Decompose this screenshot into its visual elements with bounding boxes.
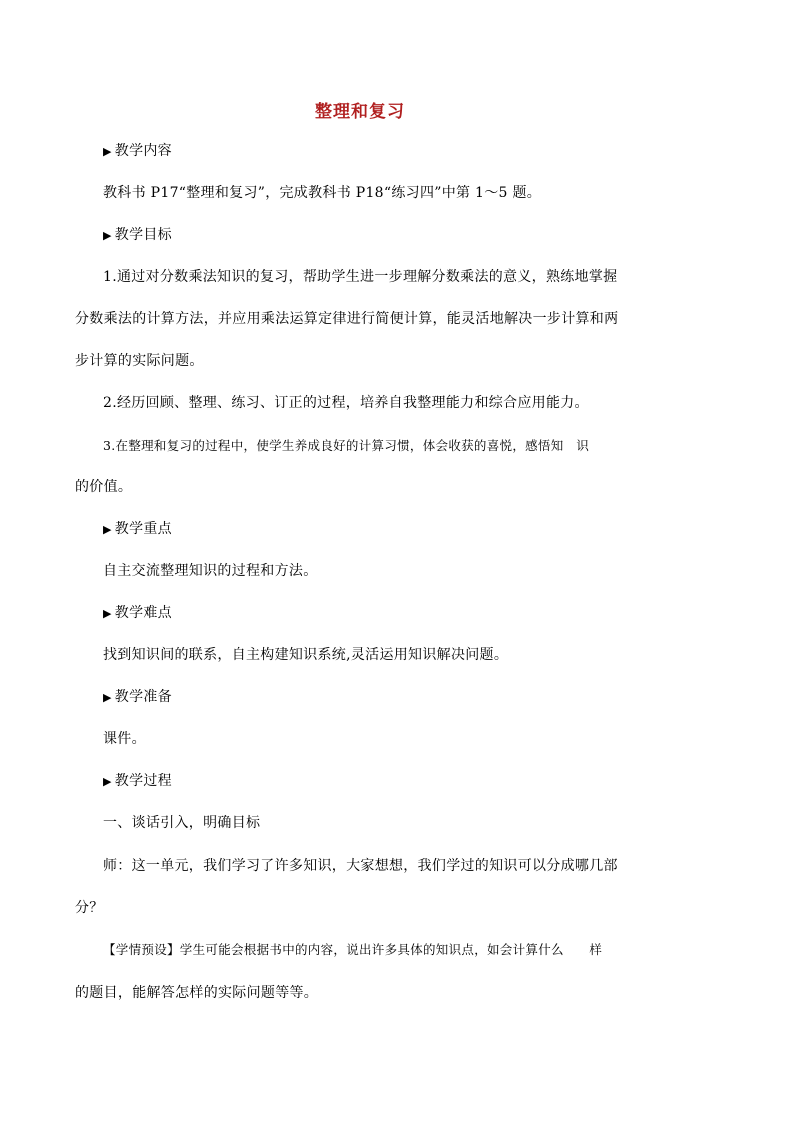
preset-line-1: 【学情预设】学生可能会根据书中的内容，说出许多具体的知识点，如会计算什么 样 <box>103 942 603 957</box>
heading-label: 教学重点 <box>114 521 172 537</box>
content-text: 教科书 P17“整理和复习”，完成教科书 P18“练习四”中第 1～5 题。 <box>103 185 542 201</box>
triangle-marker-icon: ▶ <box>103 229 112 242</box>
goal-3-line-2: 的价值。 <box>75 479 133 495</box>
page-title: 整理和复习 <box>315 102 405 122</box>
goal-2: 2.经历回顾、整理、练习、订正的过程，培养自我整理能力和综合应用能力。 <box>103 395 589 411</box>
heading-process <box>103 771 172 792</box>
goal-3-line-1: 3.在整理和复习的过程中，使学生养成良好的计算习惯，体会收获的喜悦，感悟知 识 <box>103 438 590 453</box>
process-step-1: 一、谈话引入，明确目标 <box>103 815 261 831</box>
triangle-marker-icon: ▶ <box>103 775 112 788</box>
teacher-line-2: 分？ <box>75 900 104 916</box>
heading-content <box>103 141 172 162</box>
goal-1-line-3: 步计算的实际问题。 <box>75 353 204 369</box>
triangle-marker-icon: ▶ <box>103 607 112 620</box>
heading-difficulties <box>103 603 172 624</box>
preset-line-2: 的题目，能解答怎样的实际问题等等。 <box>75 985 319 1001</box>
heading-label: 教学内容 <box>114 143 172 159</box>
heading-goals <box>103 225 172 246</box>
teacher-line-1: 师：这一单元，我们学习了许多知识，大家想想，我们学过的知识可以分成哪几部 <box>103 858 618 874</box>
heading-label: 教学过程 <box>114 773 172 789</box>
key-points-text: 自主交流整理知识的过程和方法。 <box>103 563 318 579</box>
heading-key-points <box>103 519 172 540</box>
triangle-marker-icon: ▶ <box>103 523 112 536</box>
triangle-marker-icon: ▶ <box>103 145 112 158</box>
preparation-text: 课件。 <box>103 731 146 747</box>
heading-label: 教学目标 <box>114 227 172 243</box>
heading-preparation <box>103 687 172 708</box>
goal-1-line-2: 分数乘法的计算方法，并应用乘法运算定律进行简便计算，能灵活地解决一步计算和两 <box>75 311 619 327</box>
difficulties-text: 找到知识间的联系，自主构建知识系统,灵活运用知识解决问题。 <box>103 647 509 663</box>
goal-1-line-1: 1.通过对分数乘法知识的复习，帮助学生进一步理解分数乘法的意义，熟练地掌握 <box>103 269 618 285</box>
heading-label: 教学难点 <box>114 605 172 621</box>
heading-label: 教学准备 <box>114 689 172 705</box>
triangle-marker-icon: ▶ <box>103 691 112 704</box>
